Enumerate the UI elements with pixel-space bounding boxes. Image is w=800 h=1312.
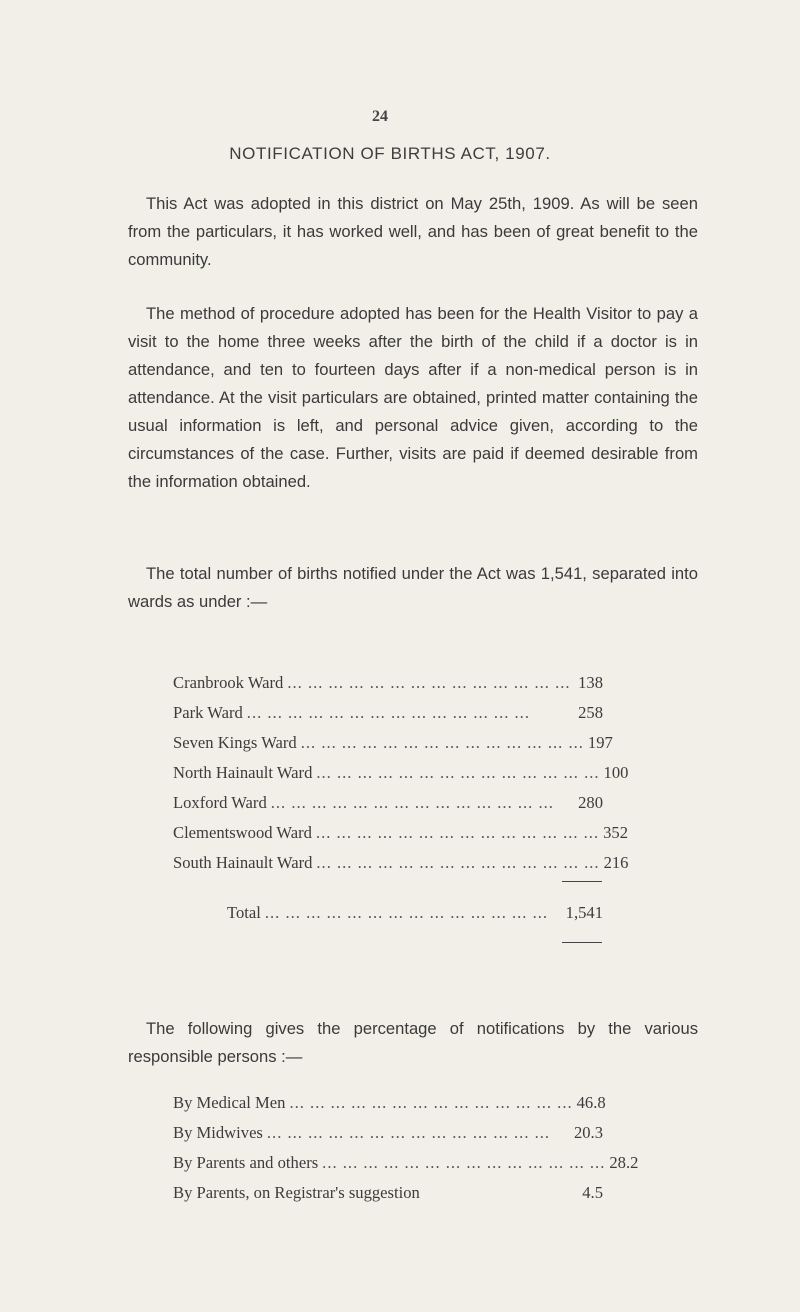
divider — [562, 881, 602, 882]
paragraph-adoption: This Act was adopted in this district on May 25th, 1909. As will be seen from the particulars, it has worked well, and has been of great benefit to the community. — [128, 194, 698, 269]
ward-value: 216 — [603, 853, 629, 872]
paragraph-percentages: The following gives the percentage of notifications by the various responsible persons :— — [128, 1019, 698, 1066]
leader-dots: ... ... ... ... ... ... ... ... ... ... ... ... ... ... — [266, 1123, 551, 1142]
table-row — [227, 898, 603, 928]
ward-value: 258 — [578, 703, 603, 722]
ward-label: Cranbrook Ward — [173, 673, 284, 692]
percentage-label: By Medical Men — [173, 1093, 286, 1112]
leader-dots: ... ... ... ... ... ... ... ... ... ... ... ... ... ... — [316, 853, 600, 872]
ward-value: 280 — [578, 793, 603, 812]
leader-dots: ... ... ... ... ... ... ... ... ... ... ... ... ... ... — [246, 703, 530, 722]
leader-dots: ... ... ... ... ... ... ... ... ... ... ... ... ... ... — [322, 1153, 606, 1172]
leader-dots: ... ... ... ... ... ... ... ... ... ... ... ... ... ... — [287, 673, 571, 692]
table-row — [173, 1148, 639, 1178]
ward-label: Loxford Ward — [173, 793, 267, 812]
ward-value: 138 — [578, 673, 603, 692]
table-row — [173, 1178, 603, 1208]
ward-value: 352 — [603, 823, 628, 842]
table-row — [173, 698, 603, 728]
ward-value: 100 — [603, 763, 629, 782]
percentage-value: 28.2 — [609, 1153, 639, 1172]
percentage-label: By Midwives — [173, 1123, 263, 1142]
total-row — [227, 898, 603, 928]
total-label: Total — [227, 903, 261, 922]
percentages-table — [173, 1088, 639, 1208]
leader-dots: ... ... ... ... ... ... ... ... ... ... ... ... ... ... — [300, 733, 584, 752]
table-row — [173, 728, 613, 758]
ward-value: 197 — [587, 733, 613, 752]
ward-label: Park Ward — [173, 703, 243, 722]
table-row — [173, 818, 628, 848]
leader-dots: ... ... ... ... ... ... ... ... ... ... ... ... ... ... — [315, 823, 600, 842]
leader-dots: ... ... ... ... ... ... ... ... ... ... ... ... ... ... — [264, 903, 549, 922]
table-row — [173, 1088, 606, 1118]
leader-dots: ... ... ... ... ... ... ... ... ... ... ... ... ... ... — [316, 763, 600, 782]
leader-dots: ... ... ... ... ... ... ... ... ... ... ... ... ... ... — [270, 793, 554, 812]
percentage-label: By Parents, on Registrar's suggestion — [173, 1183, 420, 1202]
leader-dots: ... ... ... ... ... ... ... ... ... ... ... ... ... ... — [289, 1093, 573, 1112]
percentage-label: By Parents and others — [173, 1153, 319, 1172]
page-title: NOTIFICATION OF BIRTHS ACT, 1907. — [229, 144, 551, 163]
ward-label: Seven Kings Ward — [173, 733, 297, 752]
ward-label: Clementswood Ward — [173, 823, 312, 842]
ward-label: South Hainault Ward — [173, 853, 313, 872]
divider — [562, 942, 602, 943]
table-row — [173, 1118, 603, 1148]
paragraph-procedure: The method of procedure adopted has been for the Health Visitor to pay a visit to the home three weeks after the birth of the child if a doctor is in attendance, and ten to fourteen days after if a non-medical person is in attendance. At the visit particulars are obtained, printed matter containing the usual information is left, and personal advice given, according to the circumstances of the case. Further, visits are paid if deemed desirable from the information obtained. — [128, 304, 698, 491]
table-row — [173, 758, 629, 788]
table-row — [173, 788, 603, 818]
percentage-value: 46.8 — [576, 1093, 606, 1112]
ward-label: North Hainault Ward — [173, 763, 313, 782]
total-value: 1,541 — [565, 903, 603, 922]
percentage-value: 20.3 — [573, 1123, 603, 1142]
wards-table — [173, 668, 629, 878]
paragraph-total-births: The total number of births notified under the Act was 1,541, separated into wards as under :— — [128, 564, 698, 611]
page-number: 24 — [372, 108, 388, 125]
table-row — [173, 848, 629, 878]
percentage-value: 4.5 — [582, 1183, 603, 1202]
table-row — [173, 668, 603, 698]
